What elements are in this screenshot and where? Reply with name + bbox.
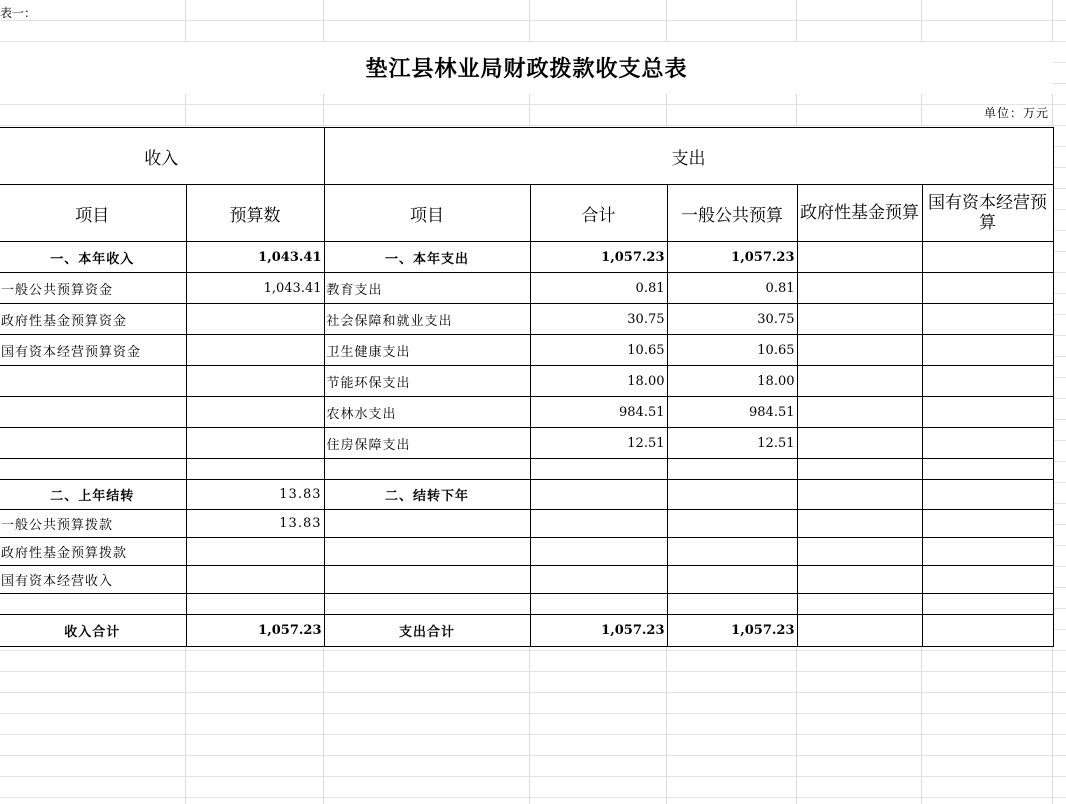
- income-item: 国有资本经营预算资金: [0, 335, 186, 366]
- exp-general: 12.51: [667, 428, 797, 459]
- exp-total: [530, 480, 667, 510]
- exp-gov-fund: [797, 397, 922, 428]
- income-header: 收入: [0, 128, 324, 185]
- exp-general: 10.65: [667, 335, 797, 366]
- income-value: [186, 566, 324, 594]
- exp-item: [324, 594, 530, 615]
- exp-state-capital: [922, 594, 1053, 615]
- exp-general: [667, 594, 797, 615]
- table-row: [0, 566, 1053, 594]
- income-value: [186, 459, 324, 480]
- table-row: [0, 366, 1053, 397]
- income-value: [186, 428, 324, 459]
- income-item: 政府性基金预算拨款: [0, 538, 186, 566]
- exp-gov-fund: [797, 480, 922, 510]
- exp-total: [530, 566, 667, 594]
- income-total-label: 收入合计: [0, 615, 186, 647]
- income-value: 13.83: [186, 480, 324, 510]
- exp-general: 30.75: [667, 304, 797, 335]
- exp-state-capital: [922, 566, 1053, 594]
- exp-gov-fund: [797, 335, 922, 366]
- sheet-label: 表一：: [0, 6, 37, 20]
- table-row: [0, 335, 1053, 366]
- exp-state-capital: [922, 428, 1053, 459]
- exp-state-capital: [922, 273, 1053, 304]
- exp-gov-fund: [797, 304, 922, 335]
- exp-item: 节能环保支出: [324, 366, 530, 397]
- exp-gov-fund: [797, 242, 922, 273]
- expenditure-header: 支出: [324, 128, 1053, 185]
- income-value: [186, 366, 324, 397]
- table-row: [0, 594, 1053, 615]
- exp-gov-fund: [797, 594, 922, 615]
- exp-total-value: 1,057.23: [530, 615, 667, 647]
- exp-total: [530, 459, 667, 480]
- header-row-group: [0, 128, 1053, 185]
- exp-total: 984.51: [530, 397, 667, 428]
- exp-item: 卫生健康支出: [324, 335, 530, 366]
- income-item: 国有资本经营收入: [0, 566, 186, 594]
- income-item: 一、本年收入: [0, 242, 186, 273]
- col-budget: 预算数: [186, 185, 324, 242]
- income-value: [186, 594, 324, 615]
- exp-item: [324, 566, 530, 594]
- exp-state-capital: [922, 397, 1053, 428]
- exp-item: [324, 538, 530, 566]
- table-row: [0, 480, 1053, 510]
- income-item: [0, 459, 186, 480]
- exp-general: [667, 480, 797, 510]
- exp-item: 一、本年支出: [324, 242, 530, 273]
- table-row: [0, 273, 1053, 304]
- exp-item: 二、结转下年: [324, 480, 530, 510]
- income-item: [0, 594, 186, 615]
- exp-gov-fund: [797, 510, 922, 538]
- income-item: 政府性基金预算资金: [0, 304, 186, 335]
- table-row: [0, 538, 1053, 566]
- exp-general: [667, 538, 797, 566]
- exp-item: 农林水支出: [324, 397, 530, 428]
- exp-gov-fund: [797, 459, 922, 480]
- exp-total: 0.81: [530, 273, 667, 304]
- header-row-columns: [0, 185, 1053, 242]
- income-item: [0, 397, 186, 428]
- income-item: 一般公共预算拨款: [0, 510, 186, 538]
- income-value: [186, 304, 324, 335]
- exp-general: 18.00: [667, 366, 797, 397]
- exp-general: 984.51: [667, 397, 797, 428]
- exp-gov-fund-total: [797, 615, 922, 647]
- col-total: 合计: [530, 185, 667, 242]
- exp-total: 1,057.23: [530, 242, 667, 273]
- exp-item: [324, 510, 530, 538]
- page-title: 垫江县林业局财政拨款收支总表: [365, 56, 688, 82]
- exp-total: 18.00: [530, 366, 667, 397]
- exp-general: [667, 459, 797, 480]
- income-item: [0, 428, 186, 459]
- exp-state-capital: [922, 510, 1053, 538]
- exp-item: 住房保障支出: [324, 428, 530, 459]
- income-item: [0, 366, 186, 397]
- table-row: [0, 428, 1053, 459]
- income-value: [186, 538, 324, 566]
- exp-state-capital: [922, 459, 1053, 480]
- exp-gov-fund: [797, 273, 922, 304]
- income-item: 一般公共预算资金: [0, 273, 186, 304]
- exp-general: [667, 510, 797, 538]
- exp-total: 12.51: [530, 428, 667, 459]
- exp-state-capital: [922, 242, 1053, 273]
- table-row: [0, 304, 1053, 335]
- exp-general-total: 1,057.23: [667, 615, 797, 647]
- exp-total-label: 支出合计: [324, 615, 530, 647]
- exp-general: 1,057.23: [667, 242, 797, 273]
- exp-item: 教育支出: [324, 273, 530, 304]
- exp-state-capital: [922, 335, 1053, 366]
- exp-state-capital: [922, 366, 1053, 397]
- col-exp-item: 项目: [324, 185, 530, 242]
- exp-item: [324, 459, 530, 480]
- exp-state-capital: [922, 304, 1053, 335]
- exp-gov-fund: [797, 428, 922, 459]
- exp-total: [530, 538, 667, 566]
- exp-general: 0.81: [667, 273, 797, 304]
- unit-label: 单位：万元: [983, 106, 1049, 120]
- col-gov-fund: 政府性基金预算: [797, 185, 922, 242]
- exp-state-capital-total: [922, 615, 1053, 647]
- col-general: 一般公共预算: [667, 185, 797, 242]
- exp-total: 10.65: [530, 335, 667, 366]
- exp-total: [530, 594, 667, 615]
- exp-state-capital: [922, 480, 1053, 510]
- col-income-item: 项目: [0, 185, 186, 242]
- exp-total: 30.75: [530, 304, 667, 335]
- exp-gov-fund: [797, 366, 922, 397]
- exp-general: [667, 566, 797, 594]
- totals-row: [0, 615, 1053, 647]
- income-value: [186, 335, 324, 366]
- income-value: [186, 397, 324, 428]
- income-total-value: 1,057.23: [186, 615, 324, 647]
- col-state-capital: 国有资本经营预算: [922, 185, 1053, 242]
- income-item: 二、上年结转: [0, 480, 186, 510]
- income-value: 13.83: [186, 510, 324, 538]
- budget-table: [0, 127, 1054, 647]
- exp-gov-fund: [797, 566, 922, 594]
- income-value: 1,043.41: [186, 242, 324, 273]
- table-row: [0, 242, 1053, 273]
- table-row: [0, 510, 1053, 538]
- exp-total: [530, 510, 667, 538]
- table-row: [0, 459, 1053, 480]
- exp-state-capital: [922, 538, 1053, 566]
- exp-item: 社会保障和就业支出: [324, 304, 530, 335]
- income-value: 1,043.41: [186, 273, 324, 304]
- exp-gov-fund: [797, 538, 922, 566]
- table-row: [0, 397, 1053, 428]
